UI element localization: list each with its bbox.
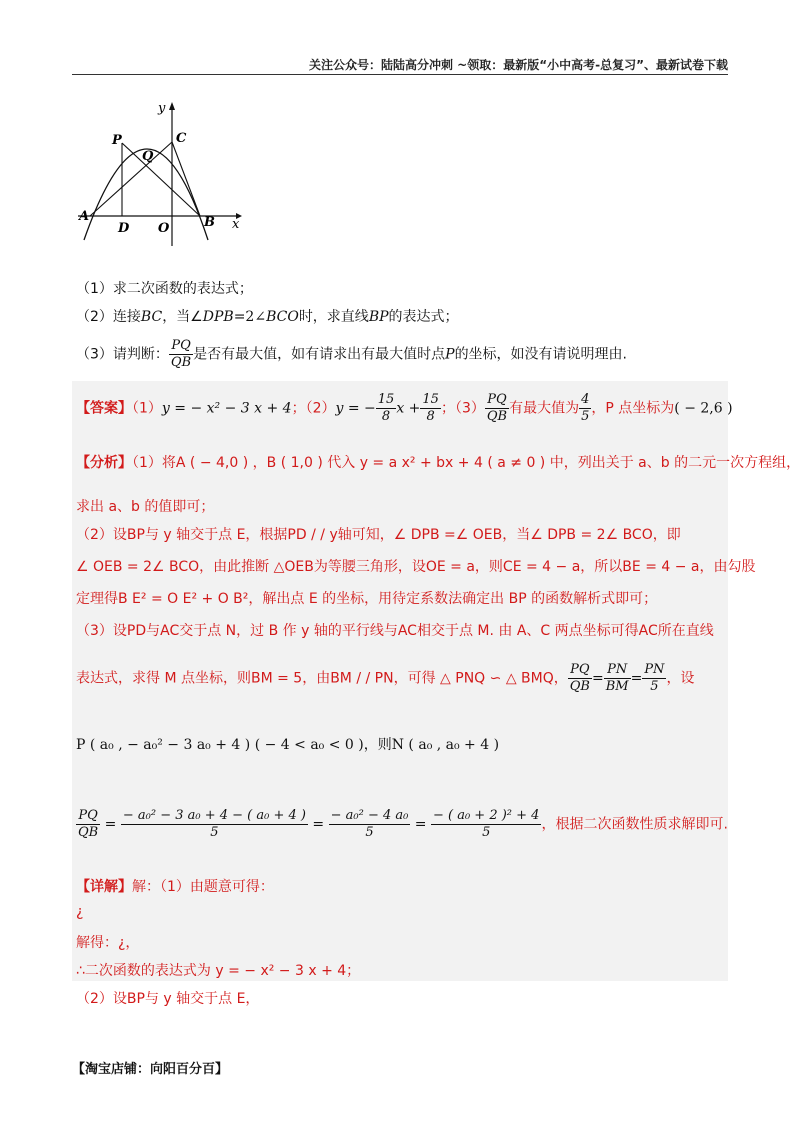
analysis-line-8: P ( a₀ , − a₀² − 3 a₀ + 4 ) ( − 4 < a₀ < 0 )，则N ( a₀ , a₀ + 4 ) (76, 737, 500, 753)
analysis-line-2: 求出 a、b 的值即可； (76, 499, 215, 515)
analysis-line-3: （2）设BP与 y 轴交于点 E，根据PD / / y轴可知，∠ DPB =∠ OEB，当∠ DPB = 2∠ BCO，即 (76, 527, 681, 543)
label-o: O (158, 221, 170, 236)
line-cb (172, 142, 200, 216)
analysis-line-1: 【分析】（1）将A ( − 4,0 ) ，B ( 1,0 ) 代入 y = a x² + bx + 4 ( a ≠ 0 ) 中，列出关于 a、b 的二元一次方程组， (76, 455, 800, 471)
detail-tag: 【详解】 (76, 879, 132, 895)
label-x: x (232, 217, 240, 232)
analysis-line-4: ∠ OEB = 2∠ BCO，由此推断 △OEB为等腰三角形，设OE = a，则CE = 4 − a，所以BE = 4 − a，由勾股 (76, 559, 756, 575)
analysis-line-5: 定理得B E² = O E² + O B²，解出点 E 的坐标，用待定系数法确定出 BP 的函数解析式即可； (76, 591, 658, 607)
detail-line-1: 【详解】解：（1）由题意可得： (76, 879, 274, 895)
fraction-pq-qb: $\frac{PQ}{QB}$ (170, 338, 192, 370)
question-1: （1）求二次函数的表达式； (76, 281, 253, 297)
label-a: A (79, 209, 90, 224)
detail-line-2: ¿ (76, 904, 84, 920)
detail-line-5: （2）设BP与 y 轴交于点 E， (76, 991, 260, 1007)
page-header: 关注公众号：陆陆高分冲刺 ~领取：最新版“小中高考-总复习”、最新试卷下载 (309, 58, 728, 72)
label-b: B (204, 215, 215, 230)
label-c: C (176, 131, 187, 146)
question-3: （3）请判断： $\frac{PQ}{QB}$ 是否有最大值，如有请求出有最大值时点P的坐标，如没有请说明理由. (76, 338, 628, 370)
label-y: y (158, 101, 166, 116)
analysis-line-9: $\frac{PQ}{QB}$ = $\frac{\text{− a₀² − 3 a₀ + 4 − ( a₀ + 4 )}}{5}$ = $\frac{\text{− a₀² − 4 a₀}}{5}$ = $\frac{\text{− ( a₀ + 2 )² + 4}}{5}$ ，根据二次函数性质求解即可. (78, 808, 728, 840)
analysis-line-6: （3）设PD与AC交于点 N，过 B 作 y 轴的平行线与AC相交于点 M. 由 A、C 两点坐标可得AC所在直线 (76, 623, 714, 639)
detail-line-4: ∴二次函数的表达式为 y = − x² − 3 x + 4； (76, 963, 361, 979)
analysis-tag: 【分析】 (76, 455, 132, 471)
header-divider (72, 74, 728, 75)
question-2: （2）连接BC，当∠DPB=2∠BCO时，求直线BP的表达式； (76, 309, 459, 325)
label-p: P (112, 133, 122, 148)
label-d: D (118, 221, 130, 236)
page-footer: 【淘宝店铺：向阳百分百】 (72, 1062, 229, 1077)
answer-line: 【答案】（1）y = − x² − 3 x + 4；（2）y = − $\frac{15}{8}$ x + $\frac{15}{8}$ ；（3） $\frac{PQ}{QB}$ 有最大值为 $\frac{4}{5}$ ，P 点坐标为( − 2,6 ) (76, 392, 733, 424)
analysis-line-7: 表达式，求得 M 点坐标，则BM = 5，由BM / / PN，可得 △ PNQ ∽ △ BMQ， $\frac{PQ}{QB}$ = $\frac{PN}{BM}$ = $\frac{PN}{5}$ ，设 (76, 662, 695, 694)
detail-line-3: 解得：¿， (76, 935, 140, 951)
answer-tag: 【答案】 (76, 400, 132, 417)
parabola-figure (76, 98, 246, 248)
label-q: Q (142, 149, 154, 164)
